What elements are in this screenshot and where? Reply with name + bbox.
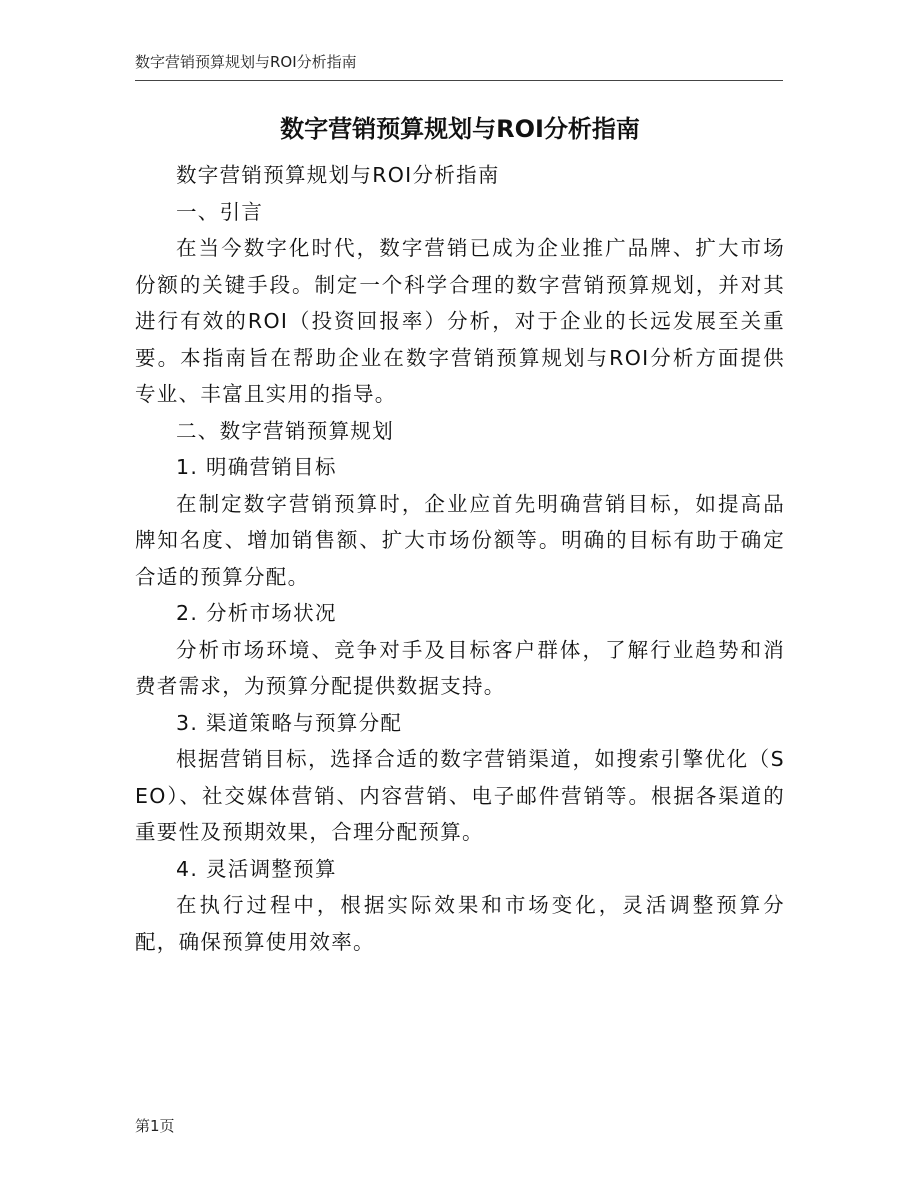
header-divider (135, 80, 783, 81)
document-body (135, 157, 785, 960)
document-title: 数字营销预算规划与ROI分析指南 (280, 115, 640, 143)
channels-paragraph: 根据营销目标，选择合适的数字营销渠道，如搜索引擎优化（SEO）、社交媒体营销、内容营销、电子邮件营销等。根据各渠道的重要性及预期效果，合理分配预算。 (135, 747, 785, 844)
market-paragraph: 分析市场环境、竞争对手及目标客户群体，了解行业趋势和消费者需求，为预算分配提供数据支持。 (135, 637, 785, 698)
goals-paragraph: 在制定数字营销预算时，企业应首先明确营销目标，如提高品牌知名度、增加销售额、扩大市场份额等。明确的目标有助于确定合适的预算分配。 (135, 491, 785, 589)
running-header: 数字营销预算规划与ROI分析指南 (135, 53, 357, 71)
section-heading-intro: 一、引言 (176, 199, 264, 224)
subheading-market: 2. 分析市场状况 (176, 601, 337, 625)
section-heading-budget-planning: 二、数字营销预算规划 (176, 418, 394, 443)
page-number: 第1页 (135, 1117, 175, 1135)
intro-paragraph: 在当今数字化时代，数字营销已成为企业推广品牌、扩大市场份额的关键手段。制定一个科学合理的数字营销预算规划，并对其进行有效的ROI（投资回报率）分析，对于企业的长远发展至关重要。本指南旨在帮助企业在数字营销预算规划与ROI分析方面提供专业、丰富且实用的指导。 (135, 236, 785, 406)
subheading-adjust: 4. 灵活调整预算 (176, 856, 337, 881)
subheading-channels: 3. 渠道策略与预算分配 (176, 710, 403, 735)
subtitle-paragraph: 数字营销预算规划与ROI分析指南 (176, 163, 500, 187)
adjust-paragraph: 在执行过程中，根据实际效果和市场变化，灵活调整预算分配，确保预算使用效率。 (135, 893, 785, 954)
subheading-goals: 1. 明确营销目标 (176, 455, 337, 479)
